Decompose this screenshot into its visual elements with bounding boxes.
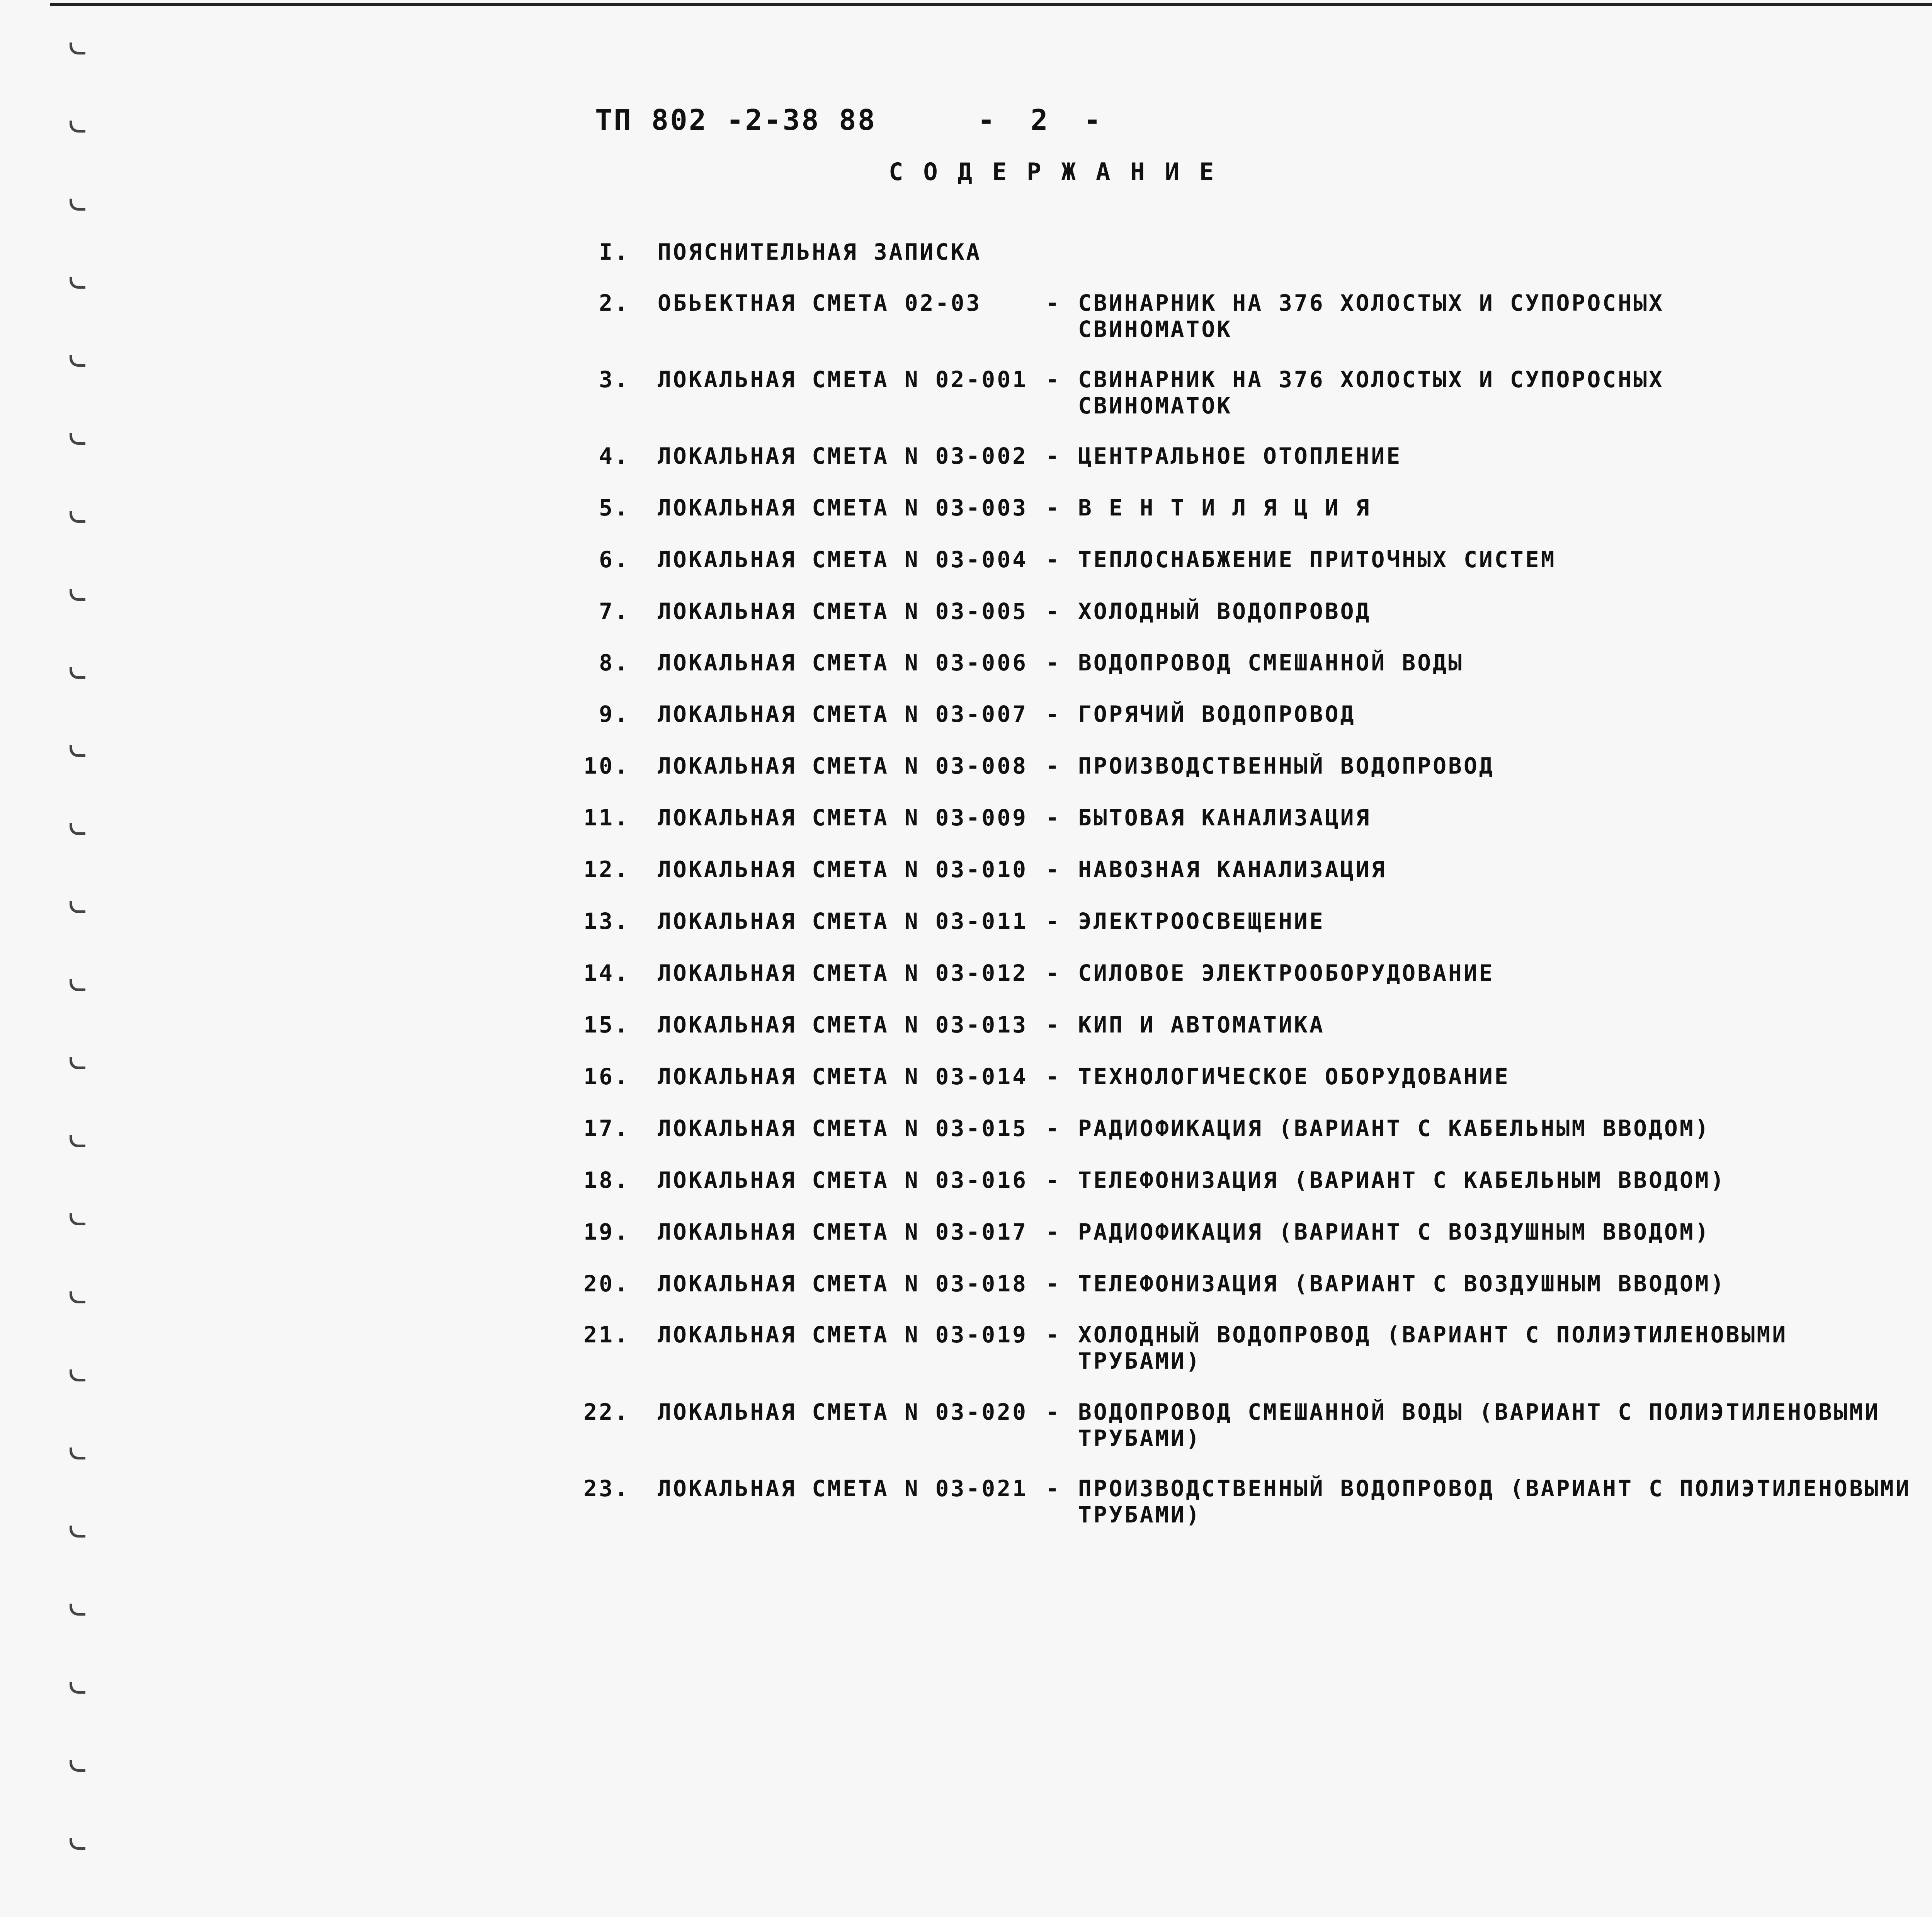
- entry-number: 12.: [583, 856, 630, 883]
- entry-dash: -: [1046, 1167, 1061, 1193]
- entry-dash: -: [1046, 443, 1061, 469]
- entry-number: 22.: [583, 1399, 630, 1425]
- entry-description: В Е Н Т И Л Я Ц И Я: [1078, 495, 1371, 521]
- estimate-code: ЛОКАЛЬНАЯ СМЕТА N 03-013: [658, 1012, 1028, 1038]
- entry-dash: -: [1046, 805, 1061, 831]
- entry-number: 14.: [583, 960, 630, 986]
- entry-description: ЭЛЕКТРООСВЕЩЕНИЕ: [1078, 908, 1325, 934]
- estimate-code: ЛОКАЛЬНАЯ СМЕТА N 03-011: [658, 908, 1028, 934]
- entry-description: ПРОИЗВОДСТВЕННЫЙ ВОДОПРОВОД: [1078, 753, 1495, 779]
- entry-dash: -: [1046, 856, 1061, 883]
- entry-description: ВОДОПРОВОД СМЕШАННОЙ ВОДЫ: [1078, 650, 1464, 676]
- entry-description: ТЕХНОЛОГИЧЕСКОЕ ОБОРУДОВАНИЕ: [1078, 1063, 1510, 1090]
- estimate-code: ПОЯСНИТЕЛЬНАЯ ЗАПИСКА: [658, 239, 982, 265]
- entry-description: НАВОЗНАЯ КАНАЛИЗАЦИЯ: [1078, 856, 1387, 883]
- entry-description: ГОРЯЧИЙ ВОДОПРОВОД: [1078, 701, 1356, 727]
- entry-number: 3.: [599, 366, 630, 393]
- page-title: СОДЕРЖАНИЕ: [889, 158, 1234, 186]
- estimate-code: ЛОКАЛЬНАЯ СМЕТА N 03-017: [658, 1219, 1028, 1245]
- estimate-code: ЛОКАЛЬНАЯ СМЕТА N 03-010: [658, 856, 1028, 883]
- entry-dash: -: [1046, 1322, 1061, 1348]
- estimate-code: ЛОКАЛЬНАЯ СМЕТА N 03-018: [658, 1271, 1028, 1297]
- entry-dash: -: [1046, 1012, 1061, 1038]
- entry-description: ТЕПЛОСНАБЖЕНИЕ ПРИТОЧНЫХ СИСТЕМ: [1078, 546, 1556, 573]
- document-code: ТП 802 -2-38 88: [595, 104, 877, 137]
- estimate-code: ЛОКАЛЬНАЯ СМЕТА N 03-014: [658, 1063, 1028, 1090]
- entry-dash: -: [1046, 1219, 1061, 1245]
- entry-description: РАДИОФИКАЦИЯ (ВАРИАНТ С КАБЕЛЬНЫМ ВВОДОМ): [1078, 1115, 1711, 1141]
- estimate-code: ЛОКАЛЬНАЯ СМЕТА N 03-002: [658, 443, 1028, 469]
- entry-number: 17.: [583, 1115, 630, 1141]
- entry-dash: -: [1046, 598, 1061, 624]
- estimate-code: ЛОКАЛЬНАЯ СМЕТА N 03-004: [658, 546, 1028, 573]
- entry-description: СВИНАРНИК НА 376 ХОЛОСТЫХ И СУПОРОСНЫХ СВИНОМАТОК: [1078, 290, 1664, 342]
- estimate-code: ЛОКАЛЬНАЯ СМЕТА N 03-007: [658, 701, 1028, 727]
- entry-dash: -: [1046, 960, 1061, 986]
- entry-description: ТЕЛЕФОНИЗАЦИЯ (ВАРИАНТ С ВОЗДУШНЫМ ВВОДОМ): [1078, 1271, 1726, 1297]
- entry-dash: -: [1046, 701, 1061, 727]
- entry-dash: -: [1046, 546, 1061, 573]
- entry-number: 21.: [583, 1322, 630, 1348]
- entry-number: 20.: [583, 1271, 630, 1297]
- entry-dash: -: [1046, 908, 1061, 934]
- page-number: - 2 -: [978, 104, 1110, 137]
- entry-description: ВОДОПРОВОД СМЕШАННОЙ ВОДЫ (ВАРИАНТ С ПОЛИЭТИЛЕНОВЫМИ ТРУБАМИ): [1078, 1399, 1880, 1451]
- entry-description: СВИНАРНИК НА 376 ХОЛОСТЫХ И СУПОРОСНЫХ СВИНОМАТОК: [1078, 366, 1664, 419]
- entry-description: ЦЕНТРАЛЬНОЕ ОТОПЛЕНИЕ: [1078, 443, 1402, 469]
- entry-description: КИП И АВТОМАТИКА: [1078, 1012, 1325, 1038]
- estimate-code: ЛОКАЛЬНАЯ СМЕТА N 03-009: [658, 805, 1028, 831]
- entry-description: БЫТОВАЯ КАНАЛИЗАЦИЯ: [1078, 805, 1371, 831]
- entry-number: 11.: [583, 805, 630, 831]
- entry-dash: -: [1046, 366, 1061, 393]
- entry-dash: -: [1046, 1475, 1061, 1502]
- entry-number: 16.: [583, 1063, 630, 1090]
- estimate-code: ЛОКАЛЬНАЯ СМЕТА N 03-008: [658, 753, 1028, 779]
- estimate-code: ЛОКАЛЬНАЯ СМЕТА N 03-016: [658, 1167, 1028, 1193]
- estimate-code: ЛОКАЛЬНАЯ СМЕТА N 03-019: [658, 1322, 1028, 1348]
- entry-number: 13.: [583, 908, 630, 934]
- entry-description: ХОЛОДНЫЙ ВОДОПРОВОД: [1078, 598, 1371, 624]
- entry-number: 9.: [599, 701, 630, 727]
- entry-dash: -: [1046, 495, 1061, 521]
- estimate-code: ЛОКАЛЬНАЯ СМЕТА N 03-015: [658, 1115, 1028, 1141]
- entry-dash: -: [1046, 1399, 1061, 1425]
- entry-number: 2.: [599, 290, 630, 316]
- entry-description: РАДИОФИКАЦИЯ (ВАРИАНТ С ВОЗДУШНЫМ ВВОДОМ): [1078, 1219, 1711, 1245]
- estimate-code: ЛОКАЛЬНАЯ СМЕТА N 03-020: [658, 1399, 1028, 1425]
- entry-number: I.: [599, 239, 630, 265]
- estimate-code: ЛОКАЛЬНАЯ СМЕТА N 03-006: [658, 650, 1028, 676]
- entry-number: 19.: [583, 1219, 630, 1245]
- estimate-code: ЛОКАЛЬНАЯ СМЕТА N 03-012: [658, 960, 1028, 986]
- entry-description: ХОЛОДНЫЙ ВОДОПРОВОД (ВАРИАНТ С ПОЛИЭТИЛЕНОВЫМИ ТРУБАМИ): [1078, 1322, 1788, 1374]
- entry-number: 15.: [583, 1012, 630, 1038]
- entry-dash: -: [1046, 650, 1061, 676]
- entry-number: 18.: [583, 1167, 630, 1193]
- estimate-code: ЛОКАЛЬНАЯ СМЕТА N 02-001: [658, 366, 1028, 393]
- entry-dash: -: [1046, 753, 1061, 779]
- estimate-code: ОБЬЕКТНАЯ СМЕТА 02-03: [658, 290, 982, 316]
- entry-dash: -: [1046, 1271, 1061, 1297]
- entry-number: 4.: [599, 443, 630, 469]
- entry-number: 23.: [583, 1475, 630, 1502]
- entry-number: 10.: [583, 753, 630, 779]
- entry-description: ПРОИЗВОДСТВЕННЫЙ ВОДОПРОВОД (ВАРИАНТ С ПОЛИЭТИЛЕНОВЫМИ ТРУБАМИ): [1078, 1475, 1911, 1528]
- estimate-code: ЛОКАЛЬНАЯ СМЕТА N 03-005: [658, 598, 1028, 624]
- entry-number: 7.: [599, 598, 630, 624]
- entry-description: СИЛОВОЕ ЭЛЕКТРООБОРУДОВАНИЕ: [1078, 960, 1495, 986]
- entry-dash: -: [1046, 1063, 1061, 1090]
- estimate-code: ЛОКАЛЬНАЯ СМЕТА N 03-003: [658, 495, 1028, 521]
- entry-description: ТЕЛЕФОНИЗАЦИЯ (ВАРИАНТ С КАБЕЛЬНЫМ ВВОДОМ): [1078, 1167, 1726, 1193]
- entry-number: 8.: [599, 650, 630, 676]
- entry-number: 5.: [599, 495, 630, 521]
- entry-dash: -: [1046, 290, 1061, 316]
- entry-number: 6.: [599, 546, 630, 573]
- estimate-code: ЛОКАЛЬНАЯ СМЕТА N 03-021: [658, 1475, 1028, 1502]
- entry-dash: -: [1046, 1115, 1061, 1141]
